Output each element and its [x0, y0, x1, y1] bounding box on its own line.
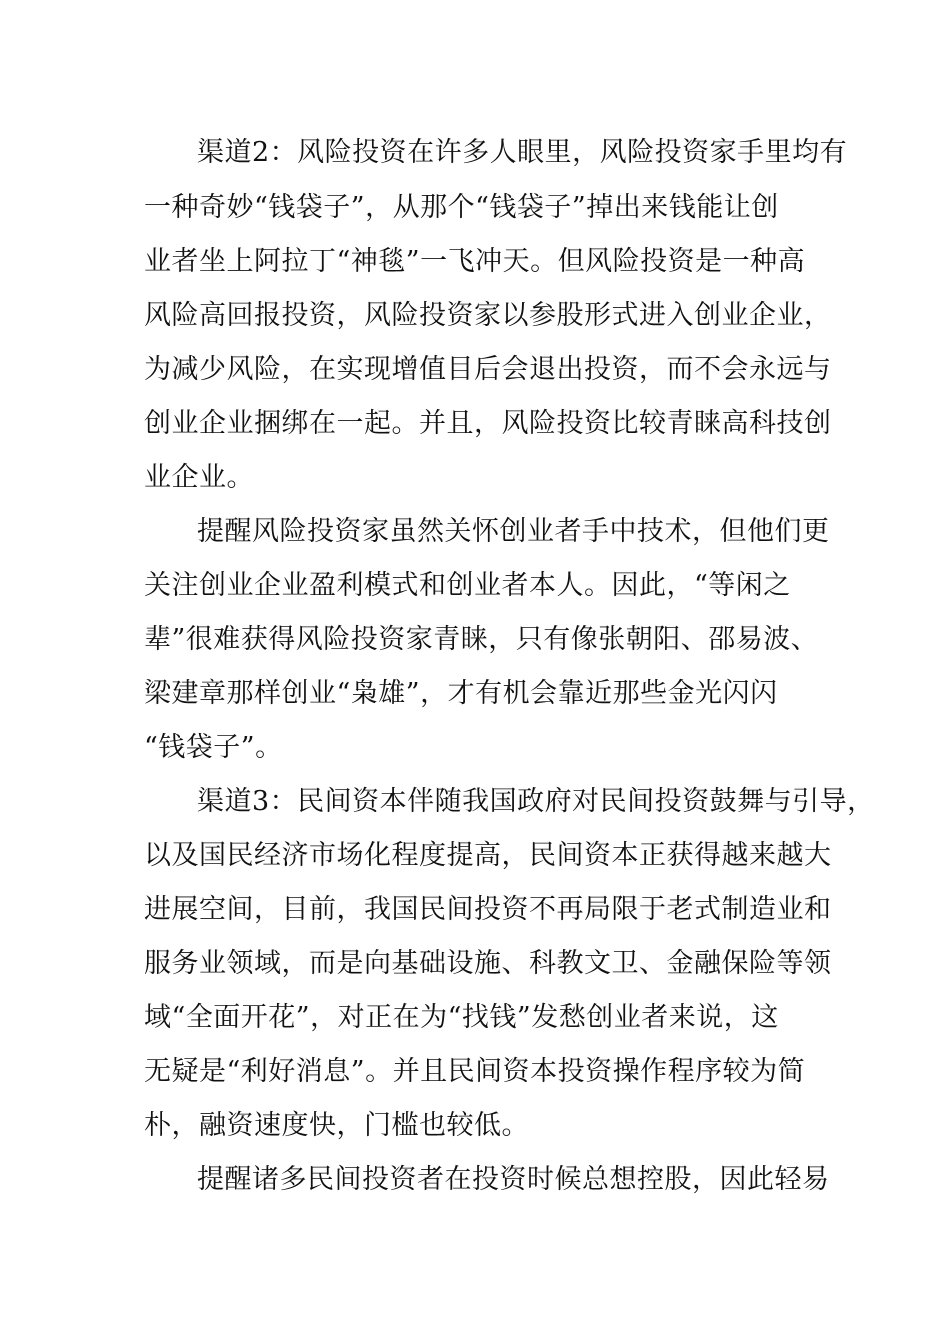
paragraph-line: 进展空间，目前，我国民间投资不再局限于老式制造业和 — [144, 894, 832, 925]
paragraph-line: 一种奇妙“钱袋子”，从那个“钱袋子”掉出来钱能让创 — [144, 192, 779, 223]
paragraph-line: 提醒风险投资家虽然关怀创业者手中技术，但他们更 — [197, 516, 830, 547]
paragraph-line: 为减少风险，在实现增值目后会退出投资，而不会永远与 — [144, 354, 832, 385]
paragraph-line: 服务业领域，而是向基础设施、科教文卫、金融保险等领 — [144, 948, 832, 979]
paragraph-line: 梁建章那样创业“枭雄”，才有机会靠近那些金光闪闪 — [144, 678, 778, 709]
paragraph-line: 风险高回报投资，风险投资家以参股形式进入创业企业， — [144, 300, 832, 331]
paragraph-line: 辈”很难获得风险投资家青睐，只有像张朝阳、邵易波、 — [144, 624, 819, 655]
paragraph-line: 域“全面开花”，对正在为“找钱”发愁创业者来说，这 — [144, 1002, 779, 1033]
paragraph-line: 关注创业企业盈利模式和创业者本人。因此，“等闲之 — [144, 570, 791, 601]
paragraph-line: 渠道2：风险投资在许多人眼里，风险投资家手里均有 — [197, 137, 848, 168]
paragraph-line: “钱袋子”。 — [144, 732, 283, 763]
paragraph-line: 渠道3：民间资本伴随我国政府对民间投资鼓舞与引导， — [197, 786, 875, 817]
paragraph-line: 创业企业捆绑在一起。并且，风险投资比较青睐高科技创 — [144, 408, 832, 439]
paragraph-line: 以及国民经济市场化程度提高，民间资本正获得越来越大 — [144, 840, 832, 871]
paragraph-line: 提醒诸多民间投资者在投资时候总想控股，因此轻易 — [197, 1164, 830, 1195]
paragraph-line: 业者坐上阿拉丁“神毯”一飞冲天。但风险投资是一种高 — [144, 246, 806, 277]
paragraph-line: 业企业。 — [144, 462, 254, 493]
paragraph-line: 无疑是“利好消息”。并且民间资本投资操作程序较为简 — [144, 1056, 806, 1087]
paragraph-line: 朴，融资速度快，门槛也较低。 — [144, 1110, 529, 1141]
